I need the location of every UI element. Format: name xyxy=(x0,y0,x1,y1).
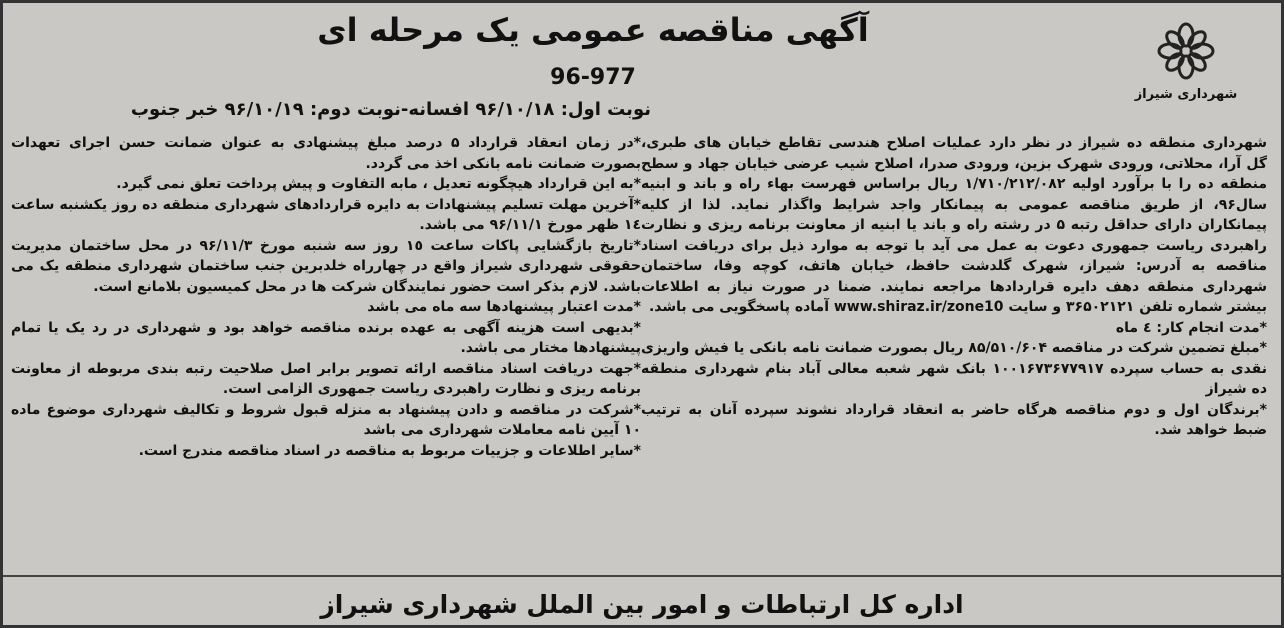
logo xyxy=(1131,21,1241,102)
publication-runs: نوبت اول: ۹۶/۱۰/۱۸ افسانه-نوبت دوم: ۹۶/۱۰/۱۹ خبر جنوب xyxy=(130,99,651,120)
notice-number: 96-977 xyxy=(550,65,636,90)
clause-deadline: *آخرین مهلت تسلیم پیشنهادات به دایره قراردادهای شهرداری منطقه ده روز یکشنبه ساعت ١٤ ظهر مورخ ۹۶/۱۱/۱ می باشد. xyxy=(11,196,641,233)
clause-acceptance: *شرکت در مناقصه و دادن پیشنهاد به منزله قبول شروط و تکالیف شهرداری موضوع ماده ۱۰ آیین نامه معاملات شهرداری می باشد xyxy=(11,401,641,438)
notice-title: آگهی مناقصه عمومی یک مرحله ای xyxy=(317,11,869,49)
clause-validity: *مدت اعتبار پیشنهادها سه ماه می باشد xyxy=(367,299,641,315)
left-column xyxy=(11,133,641,461)
right-column xyxy=(641,133,1267,441)
clause-winners: *برندگان اول و دوم مناقصه هرگاه حاضر به انعقاد قرارداد نشوند سپرده آنان به ترتیب ضبط خواهد شد. xyxy=(641,401,1267,438)
footer-divider xyxy=(3,575,1281,577)
clause-no-adjustment: *به این قرارداد هیچگونه تعدیل ، مابه التفاوت و پیش پرداخت تعلق نمی گیرد. xyxy=(116,176,641,192)
clause-qualification: *جهت دریافت اسناد مناقصه ارائه تصویر برابر اصل صلاحیت رتبه بندی مربوطه از معاونت برنامه ریزی و نظارت راهبردی ریاست جمهوری الزامی است. xyxy=(11,360,641,397)
clause-opening: *تاریخ بازگشایی پاکات ساعت ١٥ روز سه شنبه مورخ ۹۶/۱۱/۳ در محل ساختمان مدیریت حقوقی شهرداری شیراز واقع در چهارراه خلدبرین جنب ساختمان شهرداری منطقه یک می باشد. لازم بذکر است حضور نمایندگان شرکت ها در محل کمیسیون بلامانع است. xyxy=(11,237,642,295)
clause-duration: *مدت انجام کار: ٤ ماه xyxy=(1115,319,1267,336)
clause-other-info: *سایر اطلاعات و جزییات مربوط به مناقصه در اسناد مناقصه مندرج است. xyxy=(138,442,641,459)
flower-logo-icon xyxy=(1151,21,1221,81)
logo-caption: شهرداری شیراز xyxy=(1134,87,1238,102)
footer-issuer: اداره کل ارتباطات و امور بین الملل شهرداری شیراز xyxy=(320,590,964,619)
clause-guarantee: *مبلغ تضمین شرکت در مناقصه ۸۵/۵۱۰/۶۰۴ ریال بصورت ضمانت نامه بانکی یا فیش واریزی نقدی به حساب سپرده ۱۰۰۱۶۷۳۶۷۷۹۱۷ بانک شهر شعبه معالی آباد بنام شهرداری منطقه ده شیراز xyxy=(641,340,1268,397)
clause-ad-cost: *بدیهی است هزینه آگهی به عهده برنده مناقصه خواهد بود و شهرداری در رد یک یا تمام پیشنهادها مختار می باشد. xyxy=(11,319,641,356)
intro-paragraph: شهرداری منطقه ده شیراز در نظر دارد عملیات اصلاح هندسی تقاطع خیابان های طبری، گل آرا، محلاتی، ورودی شهرک بزین، ورودی صدرا، اصلاح شیب عرضی خیابان جهاد و سطح منطقه ده را با برآورد اولیه ۱/۷۱۰/۲۱۲/۰۸۲ ریال براساس فهرست بهاء راه و باند و ابنیه سال۹۶، از طریق مناقصه عمومی به پیمانکار واجد شرایط واگذار نماید. لذا از کلیه پیمانکاران دارای حداقل رتبه ۵ در رشته راه و باند یا ابنیه از معاونت برنامه ریزی و نظارت راهبردی ریاست جمهوری دعوت به عمل می آید با توجه به موارد ذیل برای دریافت اسناد مناقصه به آدرس: شیراز، شهرک گلدشت حافظ، خیابان هاتف، کوچه وفا، ساختمان شهرداری منطقه دهف دایره قراردادها مراجعه نمایند. ضمنا در صورت نیاز به اطلاعات بیشتر شماره تلفن ۳۶۵۰۲۱۲۱ و سایت www.shiraz.ir/zone10 آماده پاسخگویی می باشد. xyxy=(641,135,1267,315)
clause-performance-bond: *در زمان انعقاد قرارداد ۵ درصد مبلغ پیشنهادی به عنوان ضمانت حسن اجرای تعهدات بصورت ضمانت نامه بانکی اخذ می گردد. xyxy=(11,135,642,172)
